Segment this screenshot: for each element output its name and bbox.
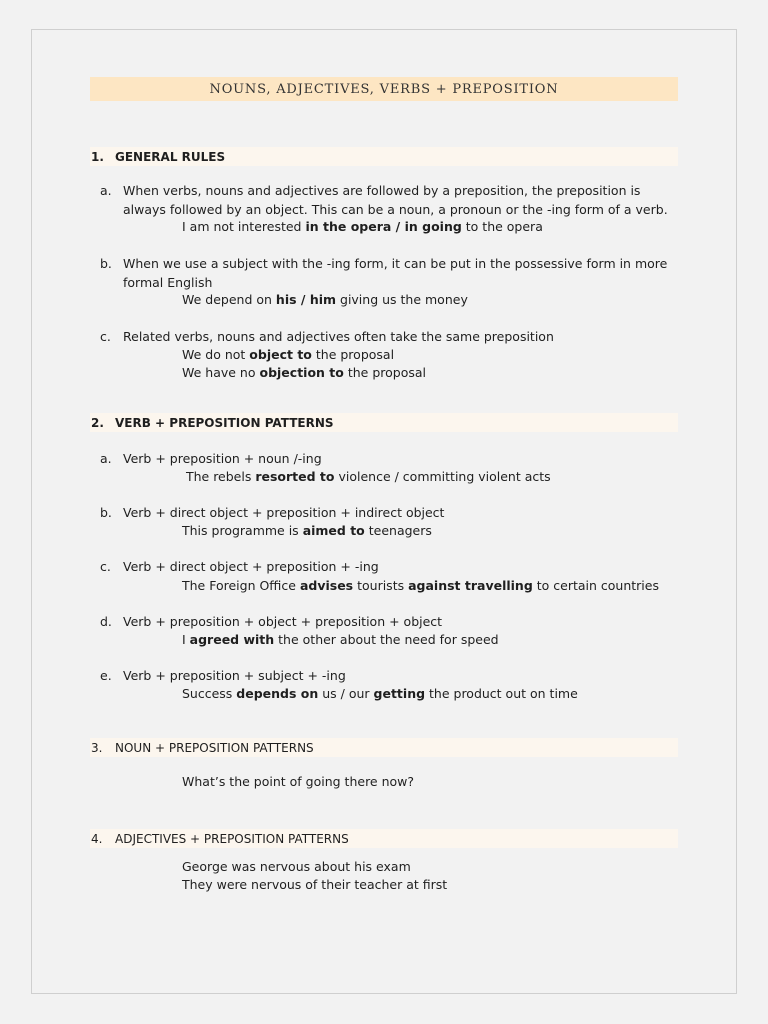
pattern-item-2b	[100, 504, 678, 523]
example-line: We do not object to the proposal	[182, 347, 395, 362]
pattern-item-2a	[100, 450, 678, 469]
rule-item-1b	[100, 255, 678, 292]
section-number: 4.	[91, 831, 103, 846]
item-letter: a.	[100, 451, 112, 466]
example-line: They were nervous of their teacher at first	[182, 877, 448, 892]
pattern-item-2e	[100, 667, 678, 686]
example-line: Success depends on us / our getting the product out on time	[182, 686, 578, 701]
rule-item-1c	[100, 328, 678, 347]
section-title: ADJECTIVES + PREPOSITION PATTERNS	[115, 831, 349, 846]
section-number: 1.	[91, 149, 104, 164]
item-letter: e.	[100, 668, 112, 683]
section-heading-1	[90, 147, 678, 166]
example-line: What’s the point of going there now?	[182, 774, 415, 789]
item-letter: c.	[100, 329, 111, 344]
example-line: This programme is aimed to teenagers	[182, 523, 432, 538]
pattern-item-2c	[100, 558, 678, 577]
example-line: The Foreign Office advises tourists against travelling to certain countries	[182, 578, 659, 593]
section-heading-2	[90, 413, 678, 432]
item-text: Verb + direct object + preposition + -ing	[123, 559, 379, 574]
item-letter: b.	[100, 505, 112, 520]
document-title: NOUNS, ADJECTIVES, VERBS + PREPOSITION	[209, 81, 559, 97]
pattern-item-2d	[100, 613, 678, 632]
item-text: When we use a subject with the -ing form, it can be put in the possessive form in more formal English	[123, 256, 668, 290]
item-text: Verb + preposition + object + preposition + object	[123, 614, 443, 629]
example-line: The rebels resorted to violence / committing violent acts	[182, 469, 551, 484]
section-title: NOUN + PREPOSITION PATTERNS	[115, 740, 314, 755]
section-title: GENERAL RULES	[115, 149, 226, 164]
item-text: Verb + preposition + subject + -ing	[123, 668, 346, 683]
item-text: Verb + direct object + preposition + indirect object	[123, 505, 445, 520]
item-text: Related verbs, nouns and adjectives often take the same preposition	[123, 329, 554, 344]
section-title: VERB + PREPOSITION PATTERNS	[115, 415, 334, 430]
example-line: George was nervous about his exam	[182, 859, 411, 874]
example-line: I agreed with the other about the need for speed	[182, 632, 499, 647]
example-line: We depend on his / him giving us the money	[182, 292, 468, 307]
rule-item-1a	[100, 182, 678, 219]
section-heading-4	[90, 829, 678, 848]
section-number: 2.	[91, 415, 104, 430]
example-line: We have no objection to the proposal	[182, 365, 426, 380]
item-text: Verb + preposition + noun /-ing	[123, 451, 322, 466]
item-letter: d.	[100, 614, 112, 629]
section-heading-3	[90, 738, 678, 757]
item-letter: c.	[100, 559, 111, 574]
title-banner	[90, 77, 678, 101]
item-letter: b.	[100, 256, 112, 271]
item-text: When verbs, nouns and adjectives are followed by a preposition, the preposition is always followed by an object. This can be a noun, a pronoun or the -ing form of a verb.	[123, 183, 668, 217]
section-number: 3.	[91, 740, 103, 755]
example-line: I am not interested in the opera / in going to the opera	[182, 219, 543, 234]
item-letter: a.	[100, 183, 112, 198]
